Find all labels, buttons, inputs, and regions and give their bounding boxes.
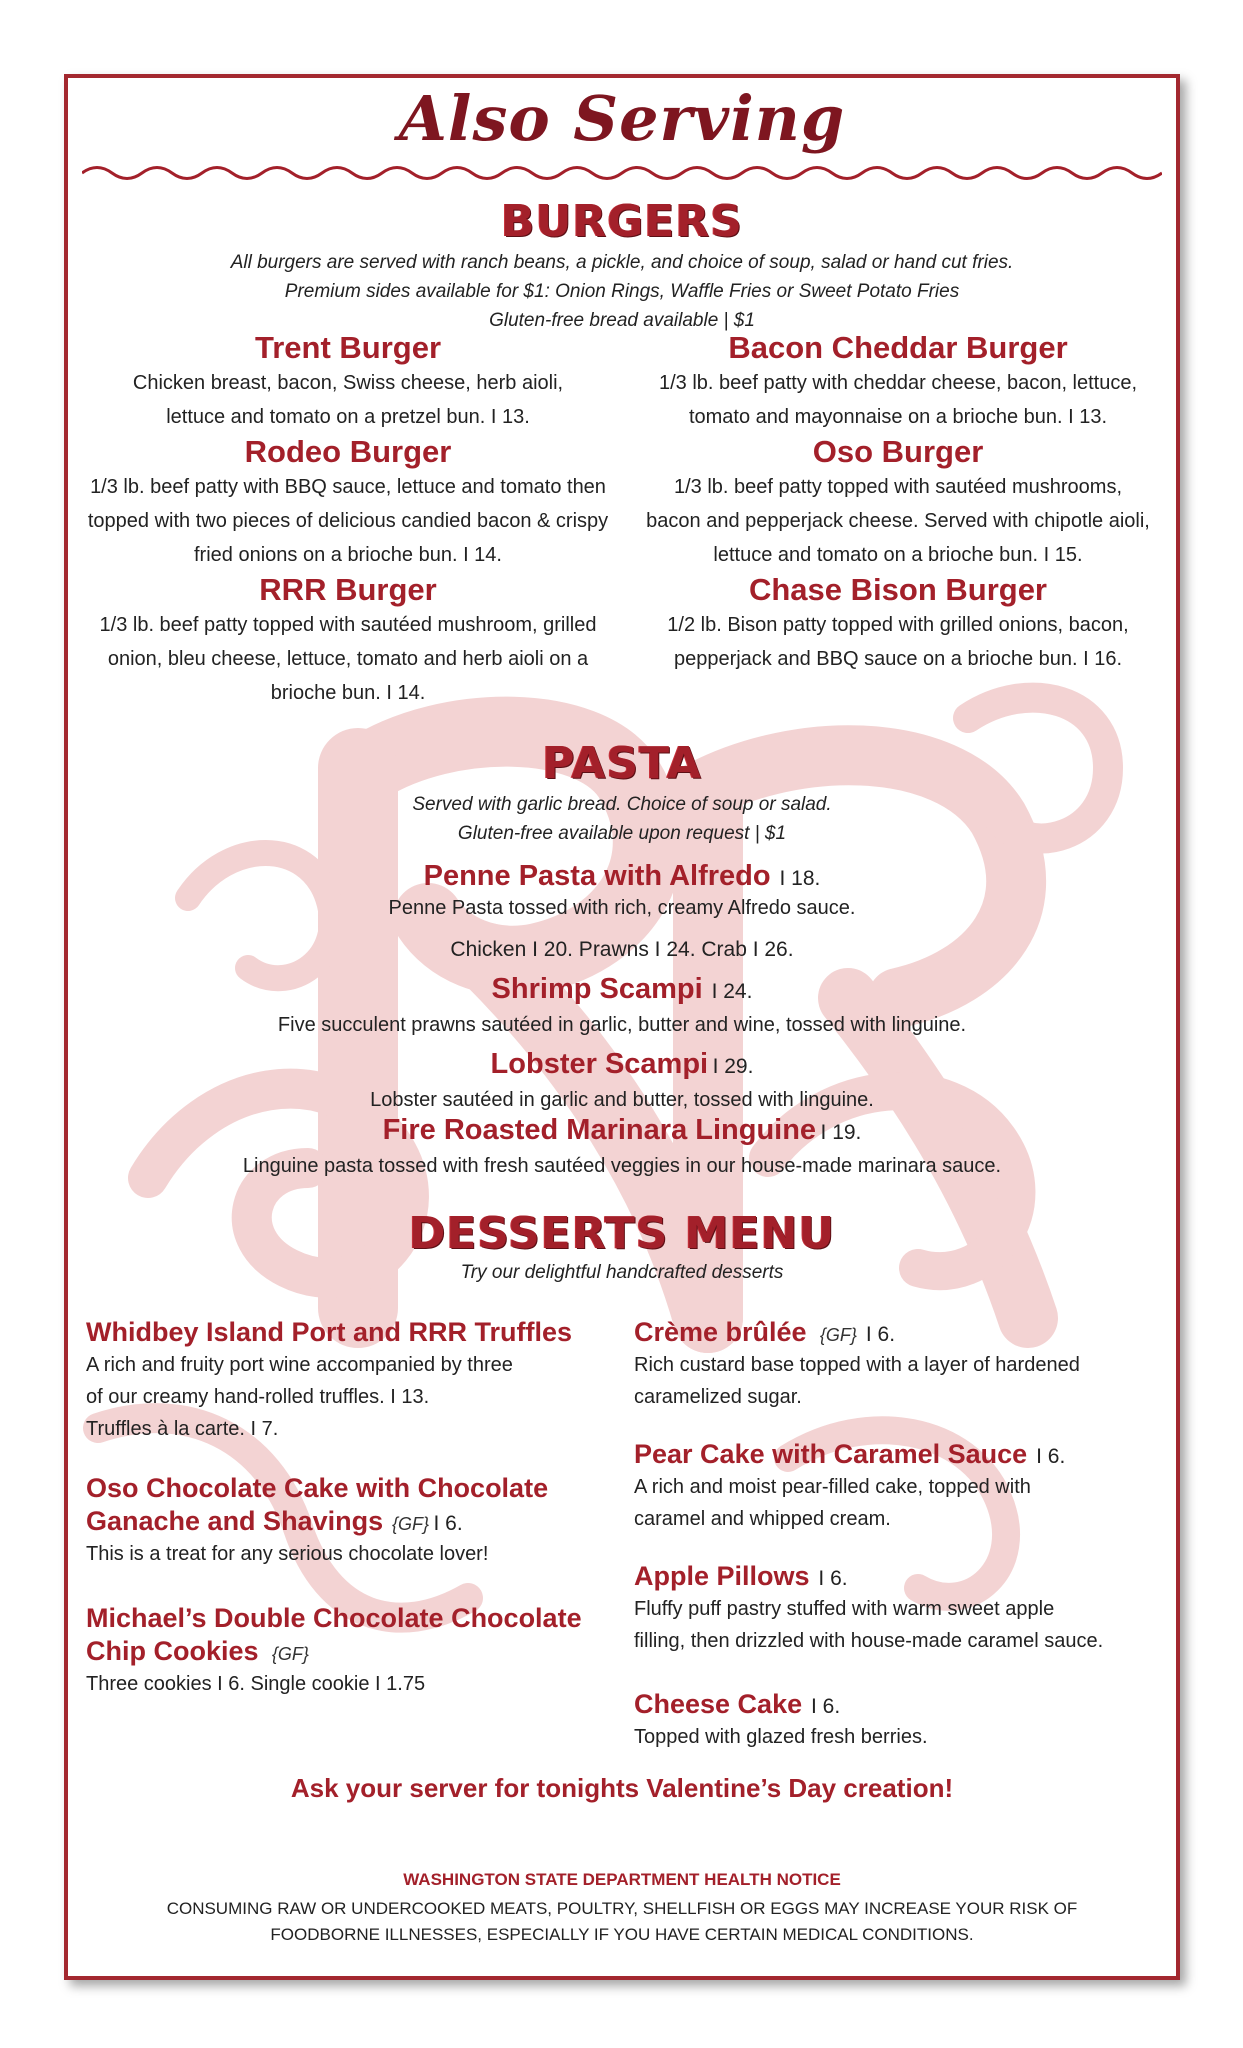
burgers-note: Premium sides available for $1: Onion Rings, Waffle Fries or Sweet Potato Fries [284, 281, 960, 302]
burger-desc: bacon and pepperjack cheese. Served with chipotle aioli, [646, 510, 1150, 532]
burger-name: RRR Burger [259, 572, 437, 607]
burger-desc: pepperjack and BBQ sauce on a brioche bun. I 16. [673, 648, 1123, 670]
pasta-price: I 29. [712, 1055, 754, 1078]
burgers-note: All burgers are served with ranch beans, a pickle, and choice of soup, salad or hand cut fries. [230, 252, 1014, 273]
dessert-price: I 6. [433, 1512, 463, 1535]
dessert-item [86, 1316, 606, 1445]
burger-name: Chase Bison Burger [748, 572, 1047, 607]
dessert-desc: filling, then drizzled with house-made caramel sauce. [634, 1630, 1104, 1652]
dessert-name: Oso Chocolate Cake with Chocolate [86, 1473, 549, 1503]
pasta-price: I 24. [711, 980, 753, 1003]
pasta-item [68, 860, 1176, 962]
dessert-item [634, 1560, 1154, 1657]
burgers-heading: BURGERS [501, 196, 743, 247]
dessert-desc: Rich custard base topped with a layer of hardened [634, 1354, 1080, 1376]
burger-name: Trent Burger [254, 330, 442, 365]
dessert-desc: caramel and whipped cream. [634, 1508, 891, 1530]
desserts-subtitle: Try our delightful handcrafted desserts [460, 1262, 784, 1283]
pasta-desc: Linguine pasta tossed with fresh sautéed veggies in our house-made marinara sauce. [242, 1155, 1002, 1177]
dessert-item [634, 1688, 1154, 1753]
burger-item [68, 330, 628, 434]
pasta-item [68, 973, 1176, 1037]
burger-desc: onion, bleu cheese, lettuce, tomato and herb aioli on a [107, 648, 589, 670]
pasta-price: I 18. [779, 867, 821, 890]
dessert-name: Michael’s Double Chocolate Chocolate [86, 1603, 582, 1633]
burger-desc: brioche bun. I 14. [270, 682, 426, 704]
burger-desc: 1/2 lb. Bison patty topped with grilled onions, bacon, [667, 614, 1129, 636]
burger-desc: 1/3 lb. beef patty topped with sautéed mushrooms, [673, 476, 1123, 498]
menu-page [64, 74, 1180, 1980]
dessert-item [634, 1316, 1154, 1413]
burgers-note: Gluten-free bread available | $1 [489, 310, 755, 331]
valentines-promo: Ask your server for tonights Valentine’s Day creation! [290, 1773, 954, 1803]
burger-name: Rodeo Burger [244, 434, 452, 469]
dessert-name: Chip Cookies [86, 1636, 259, 1666]
page-title: Also Serving [398, 82, 846, 155]
dessert-desc: Truffles à la carte. I 7. [86, 1418, 279, 1440]
burger-desc: 1/3 lb. beef patty with cheddar cheese, bacon, lettuce, [658, 372, 1138, 394]
pasta-price: I 19. [820, 1121, 862, 1144]
dessert-desc: This is a treat for any serious chocolate lover! [86, 1543, 489, 1565]
desserts-heading: DESSERTS MENU [408, 1208, 836, 1259]
burger-desc: tomato and mayonnaise on a brioche bun. I 13. [688, 406, 1108, 428]
dessert-name: Ganache and Shavings [86, 1506, 384, 1536]
dessert-name: Pear Cake with Caramel Sauce [634, 1439, 1028, 1469]
burger-name: Oso Burger [812, 434, 984, 469]
dessert-desc: Three cookies I 6. Single cookie I 1.75 [86, 1673, 426, 1695]
dessert-desc: caramelized sugar. [634, 1386, 802, 1408]
burger-desc: 1/3 lb. beef patty with BBQ sauce, lettuce and tomato then [90, 476, 606, 498]
burger-item [620, 434, 1176, 572]
burger-item [620, 572, 1176, 676]
pasta-item [68, 1114, 1176, 1178]
pasta-note: Served with garlic bread. Choice of soup or salad. [412, 794, 832, 815]
dessert-name: Cheese Cake [634, 1689, 803, 1719]
dessert-desc: Topped with glazed fresh berries. [634, 1726, 928, 1748]
health-notice-heading: WASHINGTON STATE DEPARTMENT HEALTH NOTICE [403, 1870, 841, 1889]
dessert-name: Crème brûlée [634, 1317, 807, 1347]
dessert-name: Apple Pillows [634, 1561, 810, 1591]
burger-desc: lettuce and tomato on a brioche bun. I 15. [713, 544, 1083, 566]
dessert-price: I 6. [811, 1695, 841, 1718]
pasta-item [68, 1048, 1176, 1112]
health-notice [68, 1896, 1176, 1948]
dessert-item [86, 1472, 606, 1570]
dessert-price: I 6. [1036, 1445, 1066, 1468]
dessert-desc: Fluffy puff pastry stuffed with warm sweet apple [634, 1598, 1055, 1620]
gluten-free-tag: {GF} [391, 1514, 430, 1534]
pasta-notes [68, 790, 1176, 848]
burger-item [68, 434, 628, 572]
pasta-heading: PASTA [542, 738, 702, 789]
burger-item [68, 572, 628, 710]
pasta-desc: Lobster sautéed in garlic and butter, tossed with linguine. [370, 1089, 874, 1111]
health-notice-line: FOODBORNE ILLNESSES, ESPECIALLY IF YOU HAVE CERTAIN MEDICAL CONDITIONS. [270, 1925, 974, 1944]
health-notice-line: CONSUMING RAW OR UNDERCOOKED MEATS, POULTRY, SHELLFISH OR EGGS MAY INCREASE YOUR RISK OF [166, 1899, 1078, 1918]
pasta-name: Penne Pasta with Alfredo [423, 860, 771, 892]
gluten-free-tag: {GF} [271, 1644, 309, 1664]
dessert-price: I 6. [865, 1323, 896, 1346]
dessert-desc: A rich and moist pear-filled cake, topped with [634, 1476, 1031, 1498]
burger-name: Bacon Cheddar Burger [728, 330, 1068, 365]
gluten-free-tag: {GF} [819, 1325, 857, 1345]
dessert-price: I 6. [818, 1567, 848, 1590]
pasta-addons: Chicken I 20. Prawns I 24. Crab I 26. [450, 938, 794, 961]
pasta-note: Gluten-free available upon request | $1 [457, 823, 787, 844]
dessert-item [634, 1438, 1154, 1535]
pasta-desc: Five succulent prawns sautéed in garlic, butter and wine, tossed with linguine. [277, 1014, 967, 1036]
burgers-notes [68, 248, 1176, 335]
burger-desc: topped with two pieces of delicious candied bacon & crispy [87, 510, 609, 532]
wave-divider [82, 162, 1162, 184]
dessert-item [86, 1602, 606, 1700]
burger-item [620, 330, 1176, 434]
pasta-name: Fire Roasted Marinara Linguine [382, 1114, 817, 1146]
dessert-desc: of our creamy hand-rolled truffles. I 13. [86, 1386, 430, 1408]
dessert-name: Whidbey Island Port and RRR Truffles [86, 1317, 573, 1347]
pasta-name: Shrimp Scampi [491, 973, 703, 1005]
burger-desc: lettuce and tomato on a pretzel bun. I 13. [166, 406, 530, 428]
burger-desc: Chicken breast, bacon, Swiss cheese, herb aioli, [132, 372, 564, 394]
pasta-desc: Penne Pasta tossed with rich, creamy Alfredo sauce. [388, 897, 856, 919]
burger-desc: fried onions on a brioche bun. I 14. [194, 544, 502, 566]
pasta-name: Lobster Scampi [490, 1048, 709, 1080]
dessert-desc: A rich and fruity port wine accompanied by three [86, 1354, 513, 1376]
burger-desc: 1/3 lb. beef patty topped with sautéed mushroom, grilled [99, 614, 597, 636]
